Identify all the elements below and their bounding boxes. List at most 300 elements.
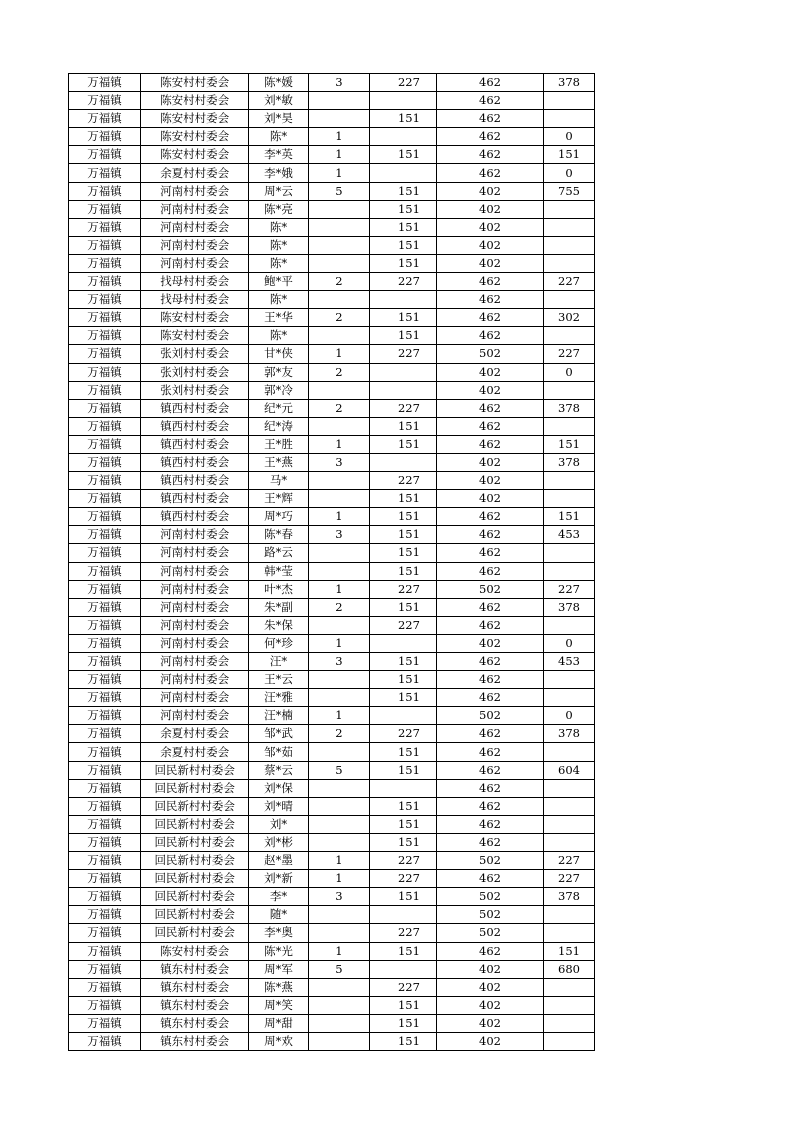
count-cell (308, 906, 370, 924)
table-row (69, 580, 595, 598)
count-cell (308, 996, 370, 1014)
village-committee-cell: 陈安村村委会 (141, 74, 249, 92)
subsidy-a-cell: 227 (370, 725, 437, 743)
subsidy-b-cell: 462 (436, 164, 543, 182)
subsidy-a-cell (370, 363, 437, 381)
town-cell: 万福镇 (69, 888, 141, 906)
subsidy-b-cell: 462 (436, 273, 543, 291)
town-cell: 万福镇 (69, 743, 141, 761)
town-cell: 万福镇 (69, 472, 141, 490)
table-row (69, 996, 595, 1014)
amount-cell (544, 544, 595, 562)
name-cell: 李* (249, 888, 308, 906)
count-cell (308, 472, 370, 490)
amount-cell (544, 996, 595, 1014)
town-cell: 万福镇 (69, 236, 141, 254)
town-cell: 万福镇 (69, 490, 141, 508)
subsidy-a-cell: 227 (370, 924, 437, 942)
amount-cell: 227 (544, 273, 595, 291)
subsidy-a-cell: 151 (370, 508, 437, 526)
amount-cell: 227 (544, 852, 595, 870)
name-cell: 周*甜 (249, 1014, 308, 1032)
subsidy-b-cell: 462 (436, 598, 543, 616)
subsidy-b-cell: 462 (436, 743, 543, 761)
village-committee-cell: 河南村村委会 (141, 634, 249, 652)
subsidy-a-cell (370, 164, 437, 182)
table-row (69, 779, 595, 797)
amount-cell: 227 (544, 345, 595, 363)
subsidy-a-cell: 227 (370, 870, 437, 888)
table-row (69, 1032, 595, 1050)
subsidy-b-cell: 502 (436, 852, 543, 870)
subsidy-b-cell: 402 (436, 1014, 543, 1032)
name-cell: 纪*涛 (249, 417, 308, 435)
table-row (69, 254, 595, 272)
count-cell (308, 689, 370, 707)
table-row (69, 164, 595, 182)
name-cell: 陈*光 (249, 942, 308, 960)
town-cell: 万福镇 (69, 580, 141, 598)
subsidy-a-cell: 227 (370, 399, 437, 417)
table-row (69, 417, 595, 435)
amount-cell (544, 472, 595, 490)
amount-cell (544, 689, 595, 707)
subsidy-a-cell: 151 (370, 689, 437, 707)
subsidy-b-cell: 462 (436, 689, 543, 707)
subsidy-a-cell: 151 (370, 490, 437, 508)
subsidy-a-cell: 151 (370, 417, 437, 435)
table-row (69, 490, 595, 508)
subsidy-a-cell: 151 (370, 218, 437, 236)
village-committee-cell: 余夏村村委会 (141, 725, 249, 743)
count-cell: 1 (308, 707, 370, 725)
amount-cell (544, 254, 595, 272)
town-cell: 万福镇 (69, 508, 141, 526)
town-cell: 万福镇 (69, 327, 141, 345)
amount-cell (544, 1032, 595, 1050)
subsidy-a-cell: 151 (370, 743, 437, 761)
town-cell: 万福镇 (69, 309, 141, 327)
subsidy-a-cell: 151 (370, 435, 437, 453)
town-cell: 万福镇 (69, 779, 141, 797)
count-cell: 2 (308, 598, 370, 616)
subsidy-b-cell: 462 (436, 417, 543, 435)
count-cell: 1 (308, 345, 370, 363)
subsidy-b-cell: 462 (436, 74, 543, 92)
village-committee-cell: 张刘村村委会 (141, 381, 249, 399)
amount-cell (544, 978, 595, 996)
table-row (69, 128, 595, 146)
subsidy-b-cell: 462 (436, 815, 543, 833)
subsidy-a-cell: 227 (370, 616, 437, 634)
name-cell: 陈* (249, 236, 308, 254)
town-cell: 万福镇 (69, 526, 141, 544)
table-row (69, 870, 595, 888)
village-committee-cell: 河南村村委会 (141, 182, 249, 200)
subsidy-b-cell: 502 (436, 707, 543, 725)
table-row (69, 942, 595, 960)
table-row (69, 74, 595, 92)
village-committee-cell: 河南村村委会 (141, 689, 249, 707)
name-cell: 汪*雅 (249, 689, 308, 707)
count-cell (308, 291, 370, 309)
count-cell: 3 (308, 653, 370, 671)
name-cell: 李*娥 (249, 164, 308, 182)
table-row (69, 92, 595, 110)
town-cell: 万福镇 (69, 562, 141, 580)
subsidy-b-cell: 402 (436, 978, 543, 996)
subsidy-a-cell (370, 291, 437, 309)
subsidy-b-cell: 462 (436, 110, 543, 128)
name-cell: 汪*楠 (249, 707, 308, 725)
subsidy-b-cell: 402 (436, 634, 543, 652)
count-cell: 1 (308, 164, 370, 182)
name-cell: 周*军 (249, 960, 308, 978)
village-committee-cell: 河南村村委会 (141, 580, 249, 598)
table-row (69, 888, 595, 906)
village-committee-cell: 镇西村村委会 (141, 508, 249, 526)
count-cell: 2 (308, 363, 370, 381)
subsidy-b-cell: 462 (436, 833, 543, 851)
subsidy-b-cell: 462 (436, 870, 543, 888)
name-cell: 李*奥 (249, 924, 308, 942)
village-committee-cell: 张刘村村委会 (141, 363, 249, 381)
amount-cell (544, 110, 595, 128)
subsidy-a-cell: 151 (370, 1032, 437, 1050)
town-cell: 万福镇 (69, 453, 141, 471)
town-cell: 万福镇 (69, 689, 141, 707)
table-row (69, 381, 595, 399)
count-cell: 3 (308, 453, 370, 471)
count-cell: 1 (308, 146, 370, 164)
town-cell: 万福镇 (69, 870, 141, 888)
town-cell: 万福镇 (69, 1032, 141, 1050)
table-row (69, 906, 595, 924)
subsidy-b-cell: 462 (436, 128, 543, 146)
subsidy-b-cell: 402 (436, 996, 543, 1014)
name-cell: 李*英 (249, 146, 308, 164)
name-cell: 郭*友 (249, 363, 308, 381)
subsidy-b-cell: 402 (436, 472, 543, 490)
count-cell: 1 (308, 852, 370, 870)
village-committee-cell: 回民新村村委会 (141, 870, 249, 888)
subsidy-a-cell: 151 (370, 544, 437, 562)
count-cell (308, 417, 370, 435)
town-cell: 万福镇 (69, 74, 141, 92)
village-committee-cell: 余夏村村委会 (141, 164, 249, 182)
subsidy-b-cell: 502 (436, 345, 543, 363)
name-cell: 陈* (249, 254, 308, 272)
count-cell: 1 (308, 580, 370, 598)
town-cell: 万福镇 (69, 960, 141, 978)
village-committee-cell: 回民新村村委会 (141, 797, 249, 815)
count-cell (308, 327, 370, 345)
amount-cell (544, 797, 595, 815)
subsidy-a-cell (370, 92, 437, 110)
town-cell: 万福镇 (69, 707, 141, 725)
town-cell: 万福镇 (69, 273, 141, 291)
count-cell (308, 200, 370, 218)
town-cell: 万福镇 (69, 598, 141, 616)
amount-cell (544, 381, 595, 399)
town-cell: 万福镇 (69, 345, 141, 363)
amount-cell: 378 (544, 725, 595, 743)
village-committee-cell: 镇东村村委会 (141, 996, 249, 1014)
subsidy-a-cell: 227 (370, 273, 437, 291)
table-row (69, 291, 595, 309)
subsidy-a-cell: 151 (370, 797, 437, 815)
subsidy-a-cell: 151 (370, 309, 437, 327)
amount-cell (544, 616, 595, 634)
town-cell: 万福镇 (69, 634, 141, 652)
table-row (69, 327, 595, 345)
count-cell (308, 833, 370, 851)
amount-cell: 453 (544, 526, 595, 544)
table-row (69, 146, 595, 164)
name-cell: 蔡*云 (249, 761, 308, 779)
town-cell: 万福镇 (69, 544, 141, 562)
subsidy-a-cell: 151 (370, 942, 437, 960)
table-row (69, 435, 595, 453)
town-cell: 万福镇 (69, 852, 141, 870)
village-committee-cell: 河南村村委会 (141, 254, 249, 272)
subsidy-a-cell: 151 (370, 996, 437, 1014)
subsidy-a-cell: 151 (370, 182, 437, 200)
name-cell: 陈* (249, 291, 308, 309)
subsidy-b-cell: 402 (436, 381, 543, 399)
subsidy-b-cell: 402 (436, 960, 543, 978)
table-row (69, 671, 595, 689)
table-row (69, 526, 595, 544)
subsidy-a-cell (370, 128, 437, 146)
name-cell: 陈* (249, 218, 308, 236)
town-cell: 万福镇 (69, 996, 141, 1014)
table-row (69, 399, 595, 417)
amount-cell (544, 906, 595, 924)
table-row (69, 273, 595, 291)
subsidy-b-cell: 402 (436, 254, 543, 272)
name-cell: 路*云 (249, 544, 308, 562)
name-cell: 邹*武 (249, 725, 308, 743)
subsidy-b-cell: 462 (436, 616, 543, 634)
village-committee-cell: 回民新村村委会 (141, 815, 249, 833)
village-committee-cell: 回民新村村委会 (141, 906, 249, 924)
village-committee-cell: 找母村村委会 (141, 291, 249, 309)
village-committee-cell: 河南村村委会 (141, 562, 249, 580)
village-committee-cell: 镇西村村委会 (141, 399, 249, 417)
subsidy-b-cell: 462 (436, 942, 543, 960)
subsidy-b-cell: 462 (436, 291, 543, 309)
amount-cell: 0 (544, 634, 595, 652)
name-cell: 刘*彬 (249, 833, 308, 851)
town-cell: 万福镇 (69, 653, 141, 671)
count-cell: 1 (308, 634, 370, 652)
town-cell: 万福镇 (69, 924, 141, 942)
town-cell: 万福镇 (69, 815, 141, 833)
amount-cell (544, 490, 595, 508)
amount-cell (544, 743, 595, 761)
village-committee-cell: 镇东村村委会 (141, 1032, 249, 1050)
subsidy-a-cell (370, 960, 437, 978)
subsidy-b-cell: 402 (436, 182, 543, 200)
village-committee-cell: 回民新村村委会 (141, 761, 249, 779)
subsidy-a-cell: 227 (370, 852, 437, 870)
name-cell: 王*华 (249, 309, 308, 327)
village-committee-cell: 张刘村村委会 (141, 345, 249, 363)
name-cell: 周*欢 (249, 1032, 308, 1050)
name-cell: 周*笑 (249, 996, 308, 1014)
town-cell: 万福镇 (69, 381, 141, 399)
table-row (69, 707, 595, 725)
amount-cell (544, 236, 595, 254)
amount-cell: 378 (544, 74, 595, 92)
count-cell: 5 (308, 960, 370, 978)
village-committee-cell: 陈安村村委会 (141, 146, 249, 164)
town-cell: 万福镇 (69, 1014, 141, 1032)
village-committee-cell: 陈安村村委会 (141, 309, 249, 327)
count-cell (308, 1032, 370, 1050)
subsidy-a-cell: 151 (370, 562, 437, 580)
name-cell: 刘*保 (249, 779, 308, 797)
subsidy-b-cell: 462 (436, 653, 543, 671)
count-cell (308, 218, 370, 236)
village-committee-cell: 陈安村村委会 (141, 128, 249, 146)
amount-cell: 378 (544, 598, 595, 616)
amount-cell (544, 833, 595, 851)
count-cell (308, 743, 370, 761)
table-row (69, 345, 595, 363)
name-cell: 陈*春 (249, 526, 308, 544)
name-cell: 王*云 (249, 671, 308, 689)
count-cell (308, 1014, 370, 1032)
name-cell: 随* (249, 906, 308, 924)
subsidy-a-cell: 151 (370, 236, 437, 254)
village-committee-cell: 陈安村村委会 (141, 942, 249, 960)
data-table (68, 73, 595, 1051)
name-cell: 朱*副 (249, 598, 308, 616)
village-committee-cell: 河南村村委会 (141, 200, 249, 218)
amount-cell (544, 327, 595, 345)
subsidy-a-cell: 227 (370, 345, 437, 363)
table-row (69, 833, 595, 851)
count-cell (308, 978, 370, 996)
table-row (69, 562, 595, 580)
amount-cell: 0 (544, 707, 595, 725)
amount-cell (544, 924, 595, 942)
subsidy-b-cell: 462 (436, 797, 543, 815)
subsidy-a-cell: 151 (370, 815, 437, 833)
town-cell: 万福镇 (69, 399, 141, 417)
name-cell: 刘*敏 (249, 92, 308, 110)
table-row (69, 689, 595, 707)
subsidy-b-cell: 402 (436, 453, 543, 471)
town-cell: 万福镇 (69, 435, 141, 453)
name-cell: 王*辉 (249, 490, 308, 508)
count-cell (308, 815, 370, 833)
table-row (69, 725, 595, 743)
name-cell: 王*燕 (249, 453, 308, 471)
count-cell (308, 381, 370, 399)
subsidy-a-cell (370, 779, 437, 797)
table-row (69, 797, 595, 815)
count-cell (308, 671, 370, 689)
count-cell (308, 797, 370, 815)
subsidy-b-cell: 402 (436, 236, 543, 254)
table-body (69, 74, 595, 1051)
table-row (69, 924, 595, 942)
count-cell (308, 924, 370, 942)
amount-cell: 378 (544, 399, 595, 417)
village-committee-cell: 回民新村村委会 (141, 779, 249, 797)
table-row (69, 110, 595, 128)
village-committee-cell: 河南村村委会 (141, 526, 249, 544)
table-row (69, 472, 595, 490)
subsidy-b-cell: 462 (436, 526, 543, 544)
village-committee-cell: 镇西村村委会 (141, 435, 249, 453)
amount-cell: 151 (544, 435, 595, 453)
subsidy-a-cell (370, 906, 437, 924)
subsidy-b-cell: 502 (436, 580, 543, 598)
village-committee-cell: 河南村村委会 (141, 544, 249, 562)
town-cell: 万福镇 (69, 254, 141, 272)
subsidy-a-cell: 151 (370, 888, 437, 906)
town-cell: 万福镇 (69, 906, 141, 924)
count-cell (308, 779, 370, 797)
name-cell: 朱*保 (249, 616, 308, 634)
town-cell: 万福镇 (69, 291, 141, 309)
subsidy-a-cell: 151 (370, 110, 437, 128)
town-cell: 万福镇 (69, 128, 141, 146)
amount-cell: 0 (544, 128, 595, 146)
subsidy-b-cell: 402 (436, 363, 543, 381)
name-cell: 邹*茹 (249, 743, 308, 761)
town-cell: 万福镇 (69, 182, 141, 200)
name-cell: 汪* (249, 653, 308, 671)
amount-cell (544, 779, 595, 797)
subsidy-a-cell: 151 (370, 526, 437, 544)
name-cell: 陈* (249, 128, 308, 146)
town-cell: 万福镇 (69, 761, 141, 779)
name-cell: 陈*燕 (249, 978, 308, 996)
village-committee-cell: 河南村村委会 (141, 598, 249, 616)
village-committee-cell: 镇东村村委会 (141, 1014, 249, 1032)
village-committee-cell: 余夏村村委会 (141, 743, 249, 761)
village-committee-cell: 镇东村村委会 (141, 960, 249, 978)
village-committee-cell: 回民新村村委会 (141, 924, 249, 942)
amount-cell: 151 (544, 942, 595, 960)
count-cell: 1 (308, 942, 370, 960)
village-committee-cell: 河南村村委会 (141, 218, 249, 236)
village-committee-cell: 回民新村村委会 (141, 852, 249, 870)
village-committee-cell: 河南村村委会 (141, 236, 249, 254)
name-cell: 王*胜 (249, 435, 308, 453)
village-committee-cell: 镇西村村委会 (141, 417, 249, 435)
amount-cell (544, 562, 595, 580)
name-cell: 周*云 (249, 182, 308, 200)
subsidy-a-cell (370, 634, 437, 652)
count-cell: 2 (308, 725, 370, 743)
subsidy-b-cell: 402 (436, 200, 543, 218)
town-cell: 万福镇 (69, 218, 141, 236)
subsidy-a-cell: 227 (370, 74, 437, 92)
subsidy-b-cell: 462 (436, 327, 543, 345)
subsidy-b-cell: 402 (436, 1032, 543, 1050)
count-cell: 1 (308, 435, 370, 453)
town-cell: 万福镇 (69, 146, 141, 164)
table-row (69, 653, 595, 671)
subsidy-b-cell: 502 (436, 906, 543, 924)
subsidy-b-cell: 462 (436, 779, 543, 797)
